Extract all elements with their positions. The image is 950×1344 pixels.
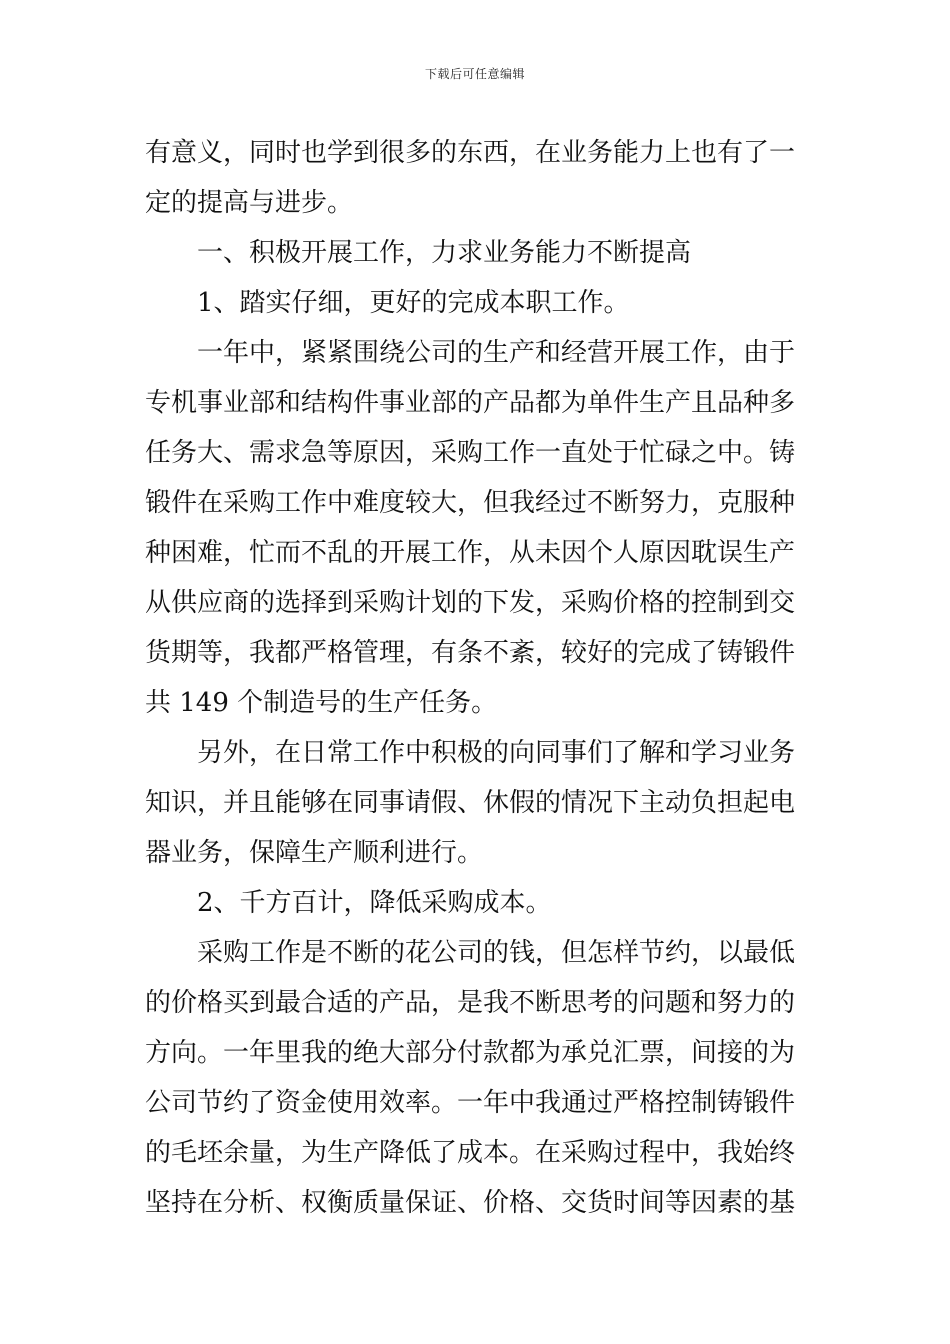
section-heading: 一、积极开展工作，力求业务能力不断提高 bbox=[197, 238, 692, 268]
paragraph-line: 货期等，我都严格管理，有条不紊，较好的完成了铸锻件 bbox=[145, 638, 796, 668]
subsection-heading: 2、千方百计，降低采购成本。 bbox=[197, 888, 552, 918]
page-header: 下载后可任意编辑 bbox=[424, 67, 525, 81]
paragraph-line: 从供应商的选择到采购计划的下发，采购价格的控制到交 bbox=[145, 588, 796, 618]
paragraph-line: 的价格买到最合适的产品，是我不断思考的问题和努力的 bbox=[145, 988, 796, 1018]
paragraph-line: 的毛坯余量，为生产降低了成本。在采购过程中，我始终 bbox=[145, 1138, 796, 1168]
paragraph-line: 专机事业部和结构件事业部的产品都为单件生产且品种多 bbox=[145, 388, 796, 418]
body-text bbox=[145, 128, 810, 1228]
paragraph-line: 有意义，同时也学到很多的东西，在业务能力上也有了一 bbox=[145, 138, 796, 168]
paragraph-line: 采购工作是不断的花公司的钱，但怎样节约，以最低 bbox=[197, 938, 796, 968]
paragraph-line: 共 149 个制造号的生产任务。 bbox=[145, 688, 498, 718]
paragraph-line: 种困难，忙而不乱的开展工作，从未因个人原因耽误生产 bbox=[145, 538, 796, 568]
paragraph-line: 方向。一年里我的绝大部分付款都为承兑汇票，间接的为 bbox=[145, 1038, 796, 1068]
paragraph-line: 知识，并且能够在同事请假、休假的情况下主动负担起电 bbox=[145, 788, 796, 818]
paragraph-line: 一年中，紧紧围绕公司的生产和经营开展工作，由于 bbox=[197, 338, 796, 368]
paragraph-line: 公司节约了资金使用效率。一年中我通过严格控制铸锻件 bbox=[145, 1088, 796, 1118]
paragraph-line: 另外，在日常工作中积极的向同事们了解和学习业务 bbox=[197, 738, 796, 768]
paragraph-line: 器业务，保障生产顺利进行。 bbox=[145, 838, 484, 868]
subsection-heading: 1、踏实仔细，更好的完成本职工作。 bbox=[197, 288, 630, 318]
paragraph-line: 锻件在采购工作中难度较大，但我经过不断努力，克服种 bbox=[145, 488, 796, 518]
paragraph-line: 任务大、需求急等原因，采购工作一直处于忙碌之中。铸 bbox=[145, 438, 796, 468]
paragraph-line: 坚持在分析、权衡质量保证、价格、交货时间等因素的基 bbox=[145, 1188, 796, 1218]
paragraph-line: 定的提高与进步。 bbox=[145, 188, 354, 218]
